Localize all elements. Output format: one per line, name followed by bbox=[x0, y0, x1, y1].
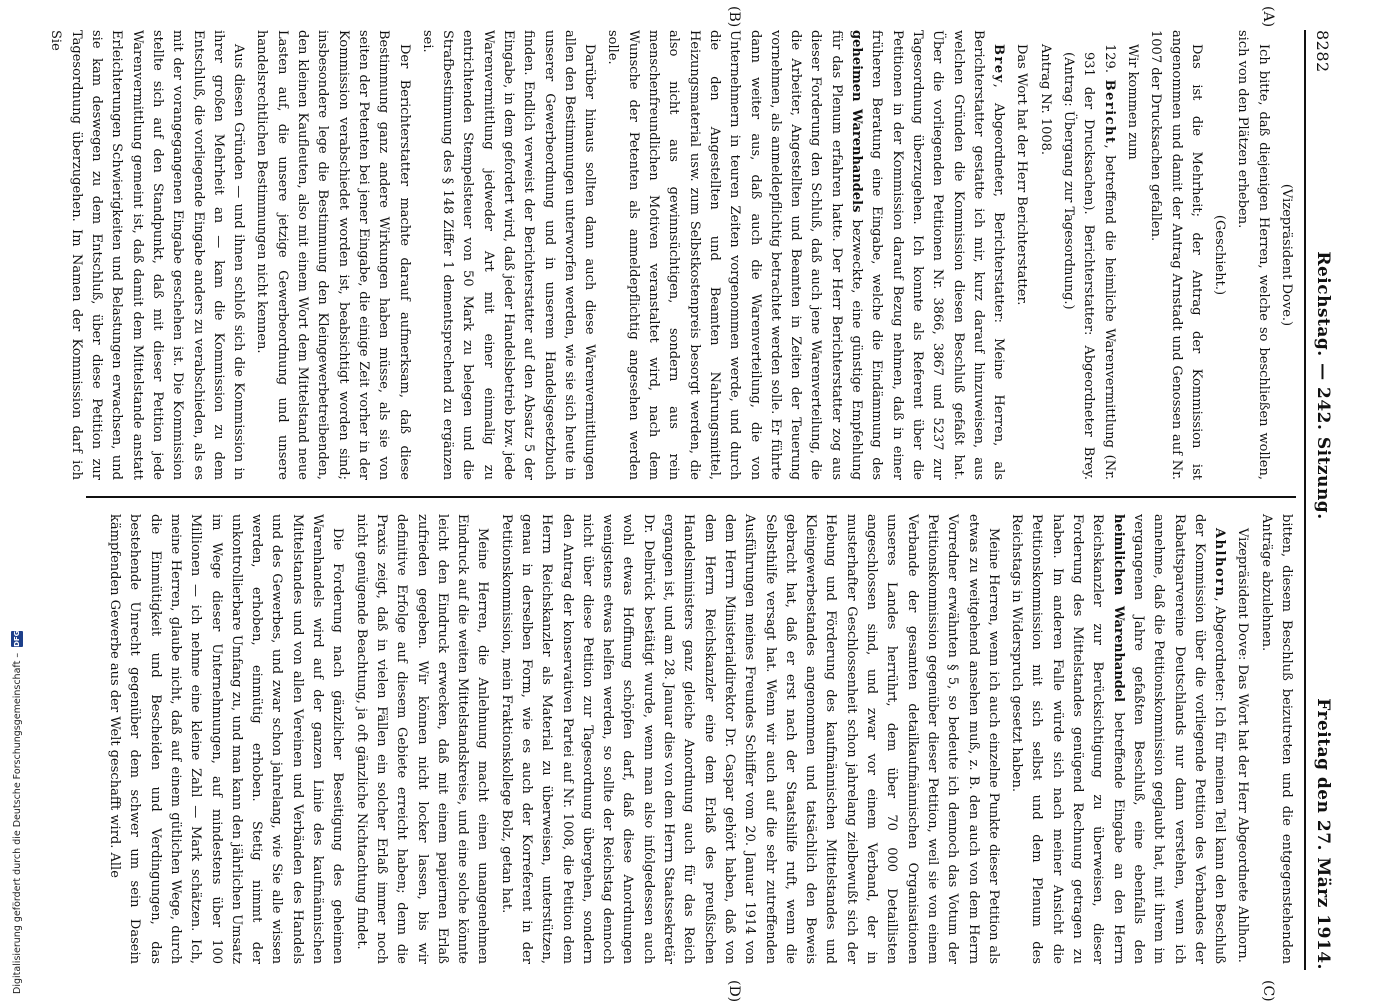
paragraph: Das Wort hat der Herr Berichterstatter. bbox=[1014, 44, 1030, 306]
dfg-logo-icon: DFG bbox=[13, 630, 21, 647]
margin-marker-b: (B) bbox=[726, 6, 742, 28]
column-divider bbox=[86, 496, 1296, 498]
right-column bbox=[86, 514, 1296, 964]
paragraph: Ich bitte, daß diejenigen Herren, welche so beschließen wollen, sich von den Plätzen erheben. bbox=[1235, 30, 1271, 480]
paragraph: Die Forderung nach gänzlicher Beseitigung des geheimen Warenhandels wird auf der ganzen Linie des kaufmännischen Mittelstandes und von allen Vereinen und Verbänden des Handels und des Gewerbes, und zwar schon jahrelang, wie Sie alle wissen werden, erhoben, einmütig erhoben. Stetig nimmt der unkontrollierbare Umfang zu, und man kann den jährlichen Umsatz im Wege dieser Unternehmungen, auf mindestens über 100 Millionen — ich nehme eine kleine Zahl — Mark schätzen. Ich, meine Herren, glaube nicht, daß auf einem gütlichen Wege, durch die Einmütigkeit und Bescheiden und Verdingungen, das bestehende Unrecht gegenüber dem schwer um sein Dasein kämpfenden Gewerbe aus der Welt geschafft wird. Alle bbox=[107, 514, 346, 964]
paragraph: Wir kommen zum bbox=[1124, 44, 1140, 160]
margin-marker-c: (C) bbox=[1260, 980, 1276, 1002]
digitization-footer bbox=[6, 0, 28, 994]
stage-direction: (Geschieht.) bbox=[1212, 214, 1228, 296]
page-header bbox=[1304, 30, 1340, 970]
left-column bbox=[48, 30, 1296, 480]
agenda-item-label: Bericht bbox=[1101, 79, 1117, 145]
paragraph: bitten, diesem Beschluß beizutreten und die entgegenstehenden Anträge abzulehnen. bbox=[1258, 514, 1294, 964]
paragraph: Meine Herren, wenn ich auch einzelne Punkte dieser Petition als etwas zu weitgehend ansehen muß, z. B. den auch von dem Herrn Vorredner erwähnten § 5, so bedeute ich dennoch das Votum der Petitionskommission gegenüber dieser Petition, weil sie von einem Verbande der gesamten detailkaufmännischen Organisationen unseres Landes herrührt, dem über 70 000 Detaillisten angeschlossen sind, und zwar vor einem Verband, der in musterhafter Geschlossenheit schon jahrelang zielbewußt sich der Hebung und Förderung des kaufmännischen Mittelstandes und Kleingewerbestandes angenommen und tatsächlich den Beweis gebracht hat, daß er erst nach der Staatshilfe ruft, wenn die Selbsthilfe versagt hat. Wenn wir auch auf die sehr zutreffenden Ausführungen meines Freundes Schiffer vom 20. Januar 1914 von dem Herrn Ministerialdirektor Dr. Caspar gehört haben, daß von dem Herrn Reichskanzler eine dem Erlaß des preußischen Handelsministers ganz gleiche Anordnung auch für das Reich ergangen ist, und am 28. Januar dies von dem Herrn Staatssekretär Dr. Delbrück bestätigt wurde, wenn man also infolgedessen auch wohl etwas Hoffnung schöpfen darf, daß diese Anordnungen wenigstens etwas helfen werden, so sollte der Reichstag dennoch nicht über diese Petition zur Tagesordnung übergehen, sondern den Antrag der konservativen Partei auf Nr. 1008, die Petition dem Herrn Reichskanzler als Material zu überweisen, unterstützen, genau in derselben Form, wie es auch der Korreferent in der Petitionskommission, mein Fraktionskollege Bolz, getan hat. bbox=[498, 514, 1001, 964]
speaker-name: Ahlhorn bbox=[1212, 528, 1228, 598]
agenda-item-text: , betreffend die heimliche Warenvermittlung (Nr. 931 der Drucksachen). Berichterstatter: Abgeordneter Brey. (Antrag: Übergang zur Tagesordnung.) bbox=[1061, 52, 1117, 480]
agenda-item bbox=[1058, 30, 1119, 480]
paragraph: Vizepräsident Dove: Das Wort hat der Herr Abgeordnete Ahlhorn. bbox=[1235, 528, 1251, 963]
margin-marker-d: (D) bbox=[726, 980, 742, 1002]
paragraph: Darüber hinaus sollten dann auch diese Warenvermittlungen allen den Bestimmungen unterworfen werden, wie sie sich heute in unserer Gewerbeordnung und in unserem Handelsgesetzbuch finden. Endlich verweist der Berichterstatter auf den Absatz 5 der Eingabe, in dem gefordert wird, daß jeder Handelsbetrieb bzw. jede Warenvermittlung jedweder Art mit einer einmalig zu entrichtenden Stempelsteuer von 50 Mark zu belegen und die Strafbestimmung des § 148 Ziffer 1 dementsprechend zu ergänzen sei. bbox=[419, 30, 598, 480]
paragraph: Meine Herren, die Anlehnung macht einen unangenehmen Eindruck auf die weiten Mittelstandskreise, und eine solche könnte leicht den Eindruck erwecken, daß mit einem papiernen Erlaß zufrieden gegeben. Wir können nicht locker lassen, bis wir definitive Erfolge auf diesem Gebiete erreicht haben; denn die Praxis zeigt, daß in vielen Fällen ein solcher Erlaß immer noch nicht genügende Beachtung, ja oft gänzliche Nichtachtung findet. bbox=[353, 514, 491, 964]
rotated-page-content bbox=[48, 6, 1340, 1002]
agenda-item-number: 129. bbox=[1101, 44, 1117, 73]
emphasis: geheimen Warenhandels bbox=[849, 30, 865, 213]
speech-paragraph: Ahlhorn, Abgeordneter: Ich für meinen Teil kann den Beschluß der Kommission über die vorliegende Petition des Verbandes der Rabattsparvereine Deutschlands nur dann verstehen, wenn ich annehme, daß die Petitionskommission geglaubt hat, mit ihrem im vergangenen Jahre gefaßten Beschluß, eine ebenfalls den heimlichen Warenhandel betreffende Eingabe an den Herrn Reichskanzler zur Berücksichtigung zu überweisen, dieser Forderung des Mittelstandes genügend Rechnung getragen zu haben. Im anderen Falle würde sich nach meiner Ansicht die Petitionskommission mit sich selbst und dem Plenum des Reichstags in Widerspruch gesetzt haben. bbox=[1009, 514, 1228, 964]
speech-paragraph: Brey, Abgeordneter, Berichterstatter: Meine Herren, als Berichterstatter gestatte ich mir, kurz darauf hinzuweisen, aus welchen Gründen die Kommission diesen Beschluß gefaßt hat. Über die vorliegenden Petitionen Nr. 3866, 3867 und 5237 zur Tagesordnung überzugehen. Ich konnte als Referent über die Petitionen in der Kommission darauf Bezug nehmen, daß in einer früheren Beratung eine Eingabe, welche die Eindämmung des geheimen Warenhandels bezweckte, eine günstige Empfehlung für das Plenum erfahren hatte. Der Herr Berichterstatter zog aus dieser Forderung den Schluß, daß auch jene Warenverteilung, die die Arbeiter, Angestellten und Beamten in Zeiten der Teuerung vornehmen, als anmeldepflichtig betrachtet werden solle. Er führte dann weiter aus, daß auch die Warenverteilung, die von Unternehmern in teuren Zeiten vorgenommen werde, und durch die den Angestellten und Beamten Nahrungsmittel, Heizungsmaterial usw. zum Selbstkostenpreis besorgt werden, die also nicht aus gewinnsüchtigen, sondern aus rein menschenfreundlichen Motiven veranstaltet wird, nach dem Wunsche der Petenten als anmeldepflichtig angesehen werden solle. bbox=[605, 30, 1007, 480]
footer-text: Digitalisierung gefördert durch die Deutsche Forschungsgemeinschaft – bbox=[11, 652, 23, 994]
paragraph: Antrag Nr. 1008. bbox=[1037, 44, 1053, 156]
margin-marker-a: (A) bbox=[1260, 6, 1276, 28]
page-number: 8282 bbox=[1313, 30, 1333, 73]
paragraph: Aus diesen Gründen — und ihnen schloß sich die Kommission in ihrer großen Mehrheit an — kam die Kommission zu dem Entschluß, die vorliegende Eingabe anders zu verabschieden, als es mit der vorangegangenen Eingabe geschehen ist. Die Kommission stellte sich auf den Standpunkt, daß mit dieser Petition jede Warenvermittlung gemeint ist, daß damit dem Mittelstande anstatt Erleichterungen Schwierigkeiten und Belastungen erwachsen, und sie kam deswegen zu dem Entschluß, über diese Petition zur Tagesordnung überzugehen. Im Namen der Kommission darf ich Sie bbox=[48, 30, 247, 480]
session-date: Freitag den 27. März 1914. bbox=[1313, 698, 1333, 970]
paragraph: Der Berichterstatter machte darauf aufmerksam, daß diese Bestimmung ganz andere Wirkungen haben müsse, als sie von seiten der Petenten bei jener Eingabe, die einige Zeit vorher in der Kommission verabschiedet worden ist, beabsichtigt worden sind; insbesondere lege die Bestimmung den Kleingewerbetreibenden, den kleinen Kaufleuten, also mit einem Wort dem Mittelstand neue Lasten auf, die unsere jetzige Gewerbeordnung und unsere handelsrechtlichen Bestimmungen nicht kennen. bbox=[254, 30, 412, 480]
paragraph: Das ist die Mehrheit; der Antrag der Kommission ist angenommen und damit der Antrag Arnstadt und Genossen auf Nr. 1007 der Drucksachen gefallen. bbox=[1148, 30, 1204, 480]
emphasis: heimlichen Warenhandel bbox=[1110, 514, 1126, 703]
speaker-name: Brey bbox=[991, 44, 1007, 84]
session-title: Reichstag. — 242. Sitzung. bbox=[1313, 251, 1333, 520]
speaker-note: (Vizepräsident Dove.) bbox=[1279, 183, 1294, 327]
